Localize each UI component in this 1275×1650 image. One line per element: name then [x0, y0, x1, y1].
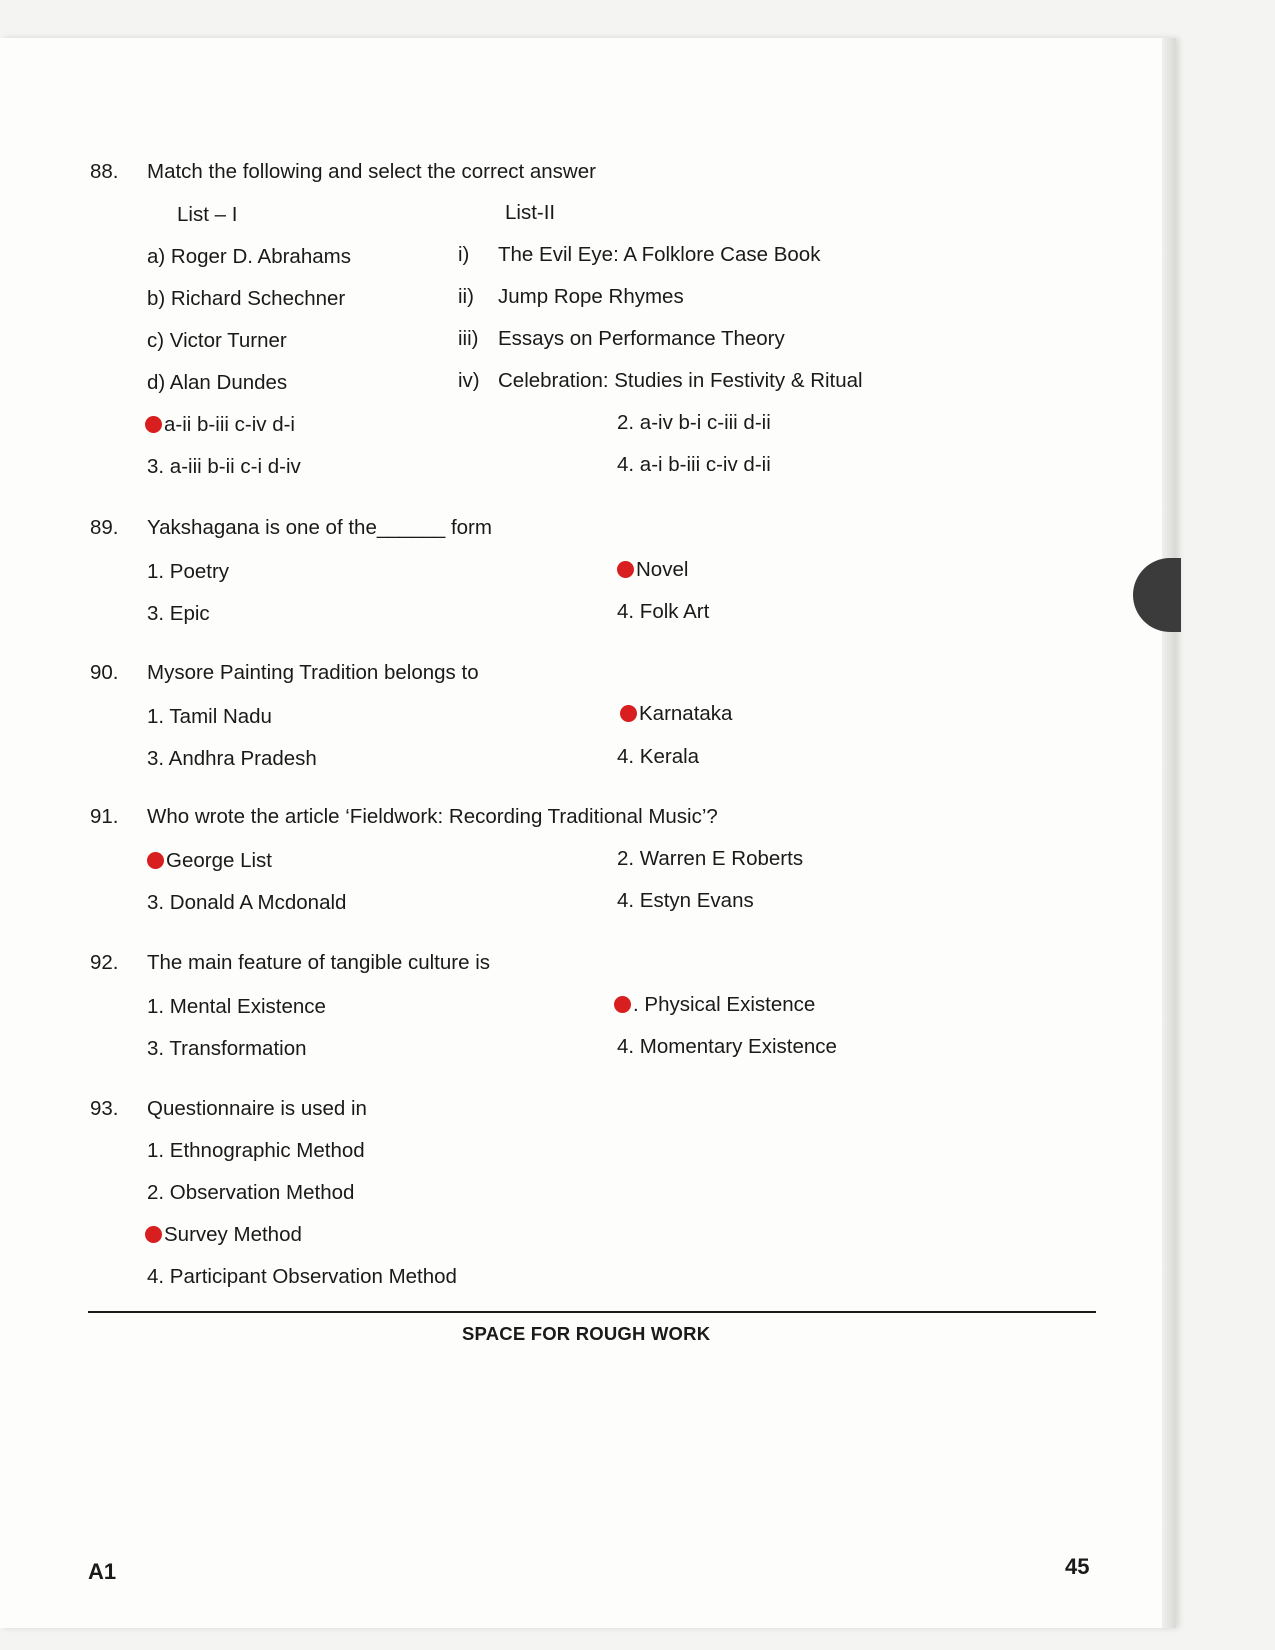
list-1-item: a) Roger D. Abrahams: [147, 245, 351, 268]
option-label: Survey Method: [164, 1223, 302, 1246]
answer-option: 4. Folk Art: [617, 600, 710, 623]
option-label: Karnataka: [639, 702, 733, 725]
question-91-number: 91.: [90, 805, 119, 828]
question-88-text: Match the following and select the correct answer: [147, 160, 596, 183]
rough-work-label: SPACE FOR ROUGH WORK: [462, 1323, 711, 1344]
question-93-text: Questionnaire is used in: [147, 1097, 367, 1120]
list-1-item: b) Richard Schechner: [147, 287, 346, 310]
answer-mark-icon: [145, 1226, 162, 1243]
list-2-item: Jump Rope Rhymes: [498, 285, 684, 308]
question-92-text: The main feature of tangible culture is: [147, 951, 490, 974]
paper-sheet: [0, 38, 1175, 1628]
list-2-item: Celebration: Studies in Festivity & Ritual: [498, 369, 863, 392]
question-92-number: 92.: [90, 951, 119, 974]
answer-option: 2. Observation Method: [147, 1181, 355, 1204]
list-2-header: List-II: [505, 201, 556, 224]
paper-edge: [1162, 38, 1176, 1628]
list-1-header: List – I: [177, 203, 238, 226]
option-label: a-ii b-iii c-iv d-i: [164, 413, 295, 436]
list-2-item: The Evil Eye: A Folklore Case Book: [498, 243, 821, 266]
answer-option: 1. Tamil Nadu: [147, 705, 272, 728]
page-number: 45: [1065, 1554, 1090, 1579]
question-88-number: 88.: [90, 160, 119, 183]
list-2-numeral: iii): [458, 327, 479, 350]
answer-option-selected: [145, 1223, 302, 1247]
answer-option-selected: [147, 849, 272, 873]
list-1-item: c) Victor Turner: [147, 329, 287, 352]
answer-option-selected: [617, 558, 688, 582]
answer-mark-icon: [614, 996, 631, 1013]
list-2-item: Essays on Performance Theory: [498, 327, 785, 350]
question-93-number: 93.: [90, 1097, 119, 1120]
question-91-text: Who wrote the article ‘Fieldwork: Recording Traditional Music’?: [147, 805, 718, 828]
question-89-number: 89.: [90, 516, 119, 539]
answer-option: 1. Ethnographic Method: [147, 1139, 365, 1162]
option-label: George List: [166, 849, 272, 872]
list-1-item: d) Alan Dundes: [147, 371, 288, 394]
answer-option: 3. Epic: [147, 602, 210, 625]
answer-mark-icon: [620, 705, 637, 722]
answer-mark-icon: [145, 416, 162, 433]
booklet-code: A1: [88, 1559, 117, 1584]
answer-option: 1. Mental Existence: [147, 995, 326, 1018]
question-90-number: 90.: [90, 661, 119, 684]
question-90-text: Mysore Painting Tradition belongs to: [147, 661, 479, 684]
list-2-numeral: i): [458, 243, 470, 266]
answer-option: 3. Andhra Pradesh: [147, 747, 317, 770]
answer-option: 4. Estyn Evans: [617, 889, 754, 912]
answer-option: 4. Kerala: [617, 745, 700, 768]
option-label: . Physical Existence: [633, 993, 816, 1016]
answer-option-selected: [145, 413, 295, 437]
answer-option: 1. Poetry: [147, 560, 230, 583]
question-89-text: Yakshagana is one of the______ form: [147, 516, 492, 539]
option-label: Novel: [636, 558, 689, 581]
answer-mark-icon: [147, 852, 164, 869]
answer-option: 2. Warren E Roberts: [617, 847, 804, 870]
answer-option: 3. a-iii b-ii c-i d-iv: [147, 455, 301, 478]
answer-mark-icon: [617, 561, 634, 578]
answer-option-selected: [620, 702, 732, 726]
list-2-numeral: ii): [458, 285, 474, 308]
answer-option: 2. a-iv b-i c-iii d-ii: [617, 411, 771, 434]
answer-option: 4. a-i b-iii c-iv d-ii: [617, 453, 771, 476]
list-2-numeral: iv): [458, 369, 480, 392]
answer-option: 4. Momentary Existence: [617, 1035, 837, 1058]
answer-option: 3. Donald A Mcdonald: [147, 891, 347, 914]
answer-option: 3. Transformation: [147, 1037, 307, 1060]
answer-option-selected: [614, 993, 815, 1017]
divider-rule: [88, 1311, 1096, 1313]
answer-option: 4. Participant Observation Method: [147, 1265, 457, 1288]
